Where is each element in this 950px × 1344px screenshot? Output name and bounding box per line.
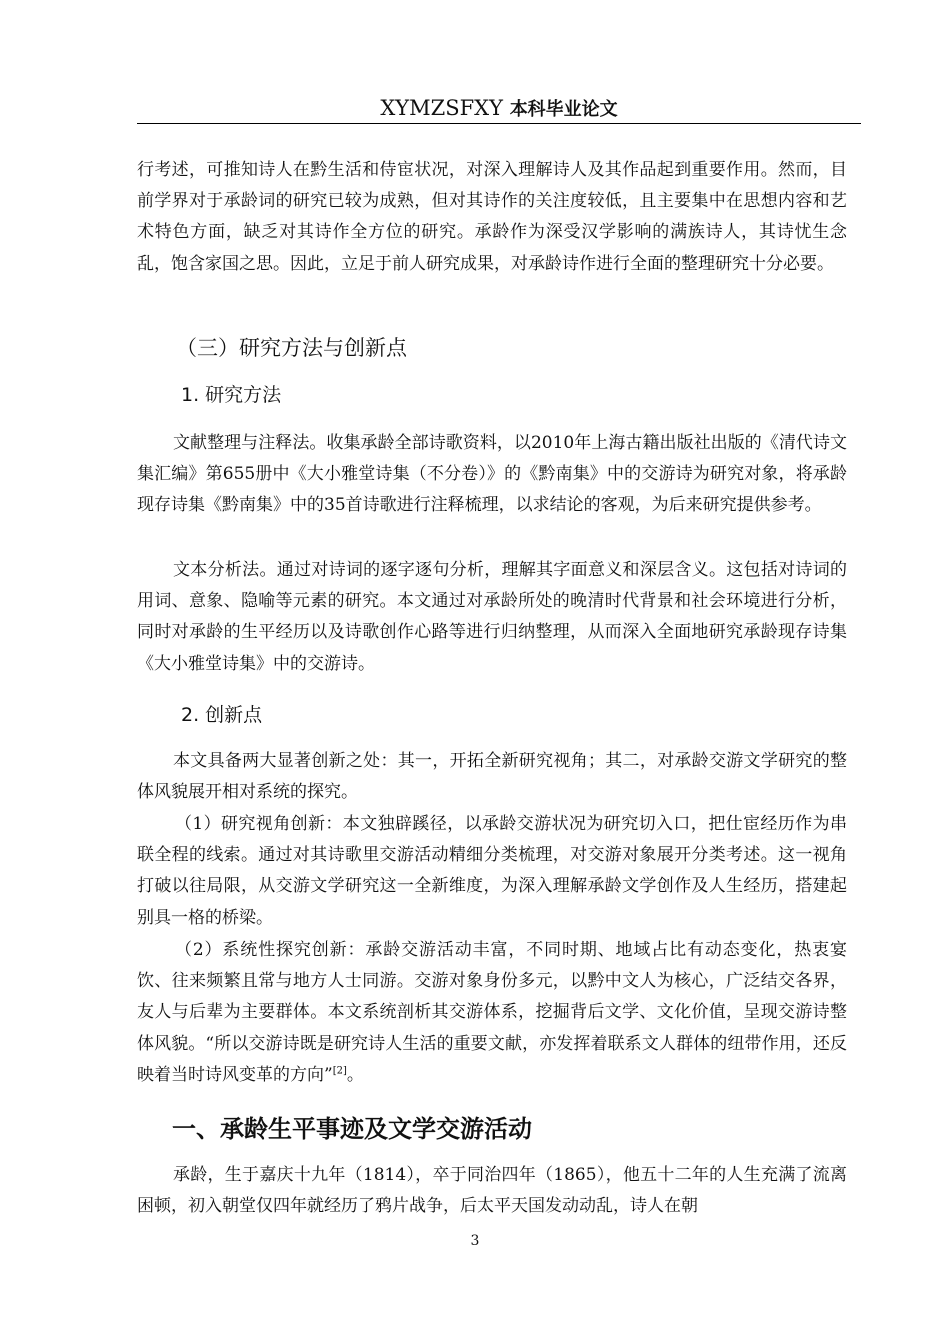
paragraph-innovation-summary: 本文具备两大显著创新之处：其一，开拓全新研究视角；其二，对承龄交游文学研究的整体风貌展开相对系统的探究。 xyxy=(137,751,847,803)
paragraph-text-analysis-method: 文本分析法。通过对诗词的逐字逐句分析，理解其字面意义和深层含义。这包括对诗词的用词、意象、隐喻等元素的研究。本文通过对承龄所处的晚清时代背景和社会环境进行分析，同时对承龄的生平经历以及诗歌创作心路等进行归纳整理，从而深入全面地研究承龄现存诗集《大小雅堂诗集》中的交游诗。 xyxy=(137,560,847,674)
header-latin: XYMZSFXY xyxy=(380,96,503,120)
paragraph-innovation-perspective: （1）研究视角创新：本文独辟蹊径，以承龄交游状况为研究切入口，把仕宦经历作为串联全程的线索。通过对其诗歌里交游活动精细分类梳理，对交游对象展开分类考述。这一视角打破以往局限，从交游文学研究这一全新维度，为深入理解承龄文学创作及人生经历，搭建起别具一格的桥梁。 xyxy=(137,814,847,928)
header-rule xyxy=(137,123,861,124)
paragraph-innovation-systematic-text: （2）系统性探究创新：承龄交游活动丰富，不同时期、地域占比有动态变化，热衷宴饮、往来频繁且常与地方人士同游。交游对象身份多元，以黔中文人为核心，广泛结交各界，友人与后辈为主要群体。本文系统剖析其交游体系，挖掘背后文学、文化价值，呈现交游诗整体风貌。“所以交游诗既是研究诗人生活的重要文献，亦发挥着联系文人群体的纽带作用，还反映着当时诗风变革的方向” xyxy=(137,940,847,1085)
running-header xyxy=(137,93,861,123)
paragraph-literature-method: 文献整理与注释法。收集承龄全部诗歌资料，以2010年上海古籍出版社出版的《清代诗文集汇编》第655册中《大小雅堂诗集（不分卷）》的《黔南集》中的交游诗为研究对象，将承龄现存诗集《黔南集》中的35首诗歌进行注释梳理，以求结论的客观，为后来研究提供参考。 xyxy=(137,433,847,516)
citation-reference[interactable]: [2] xyxy=(332,1065,347,1077)
section-heading-methods: （三）研究方法与创新点 xyxy=(176,336,407,360)
paragraph-end-punct: 。 xyxy=(346,1064,364,1085)
subheading-innovation: 2. 创新点 xyxy=(181,704,263,726)
page-number: 3 xyxy=(470,1233,480,1249)
paragraph-innovation-systematic xyxy=(137,935,847,1091)
subheading-research-methods: 1. 研究方法 xyxy=(181,384,282,406)
paragraph-biography: 承龄，生于嘉庆十九年（1814），卒于同治四年（1865），他五十二年的人生充满了流离困顿，初入朝堂仅四年就经历了鸦片战争，后太平天国发动动乱，诗人在朝 xyxy=(137,1165,847,1217)
chapter-heading-1: 一、承龄生平事迹及文学交游活动 xyxy=(172,1115,532,1143)
paragraph-intro-continued: 行考述，可推知诗人在黔生活和侍宦状况，对深入理解诗人及其作品起到重要作用。然而，目前学界对于承龄词的研究已较为成熟，但对其诗作的关注度较低，且主要集中在思想内容和艺术特色方面，缺乏对其诗作全方位的研究。承龄作为深受汉学影响的满族诗人，其诗忧生念乱，饱含家国之思。因此，立足于前人研究成果，对承龄诗作进行全面的整理研究十分必要。 xyxy=(137,160,847,274)
header-title: 本科毕业论文 xyxy=(509,99,618,120)
